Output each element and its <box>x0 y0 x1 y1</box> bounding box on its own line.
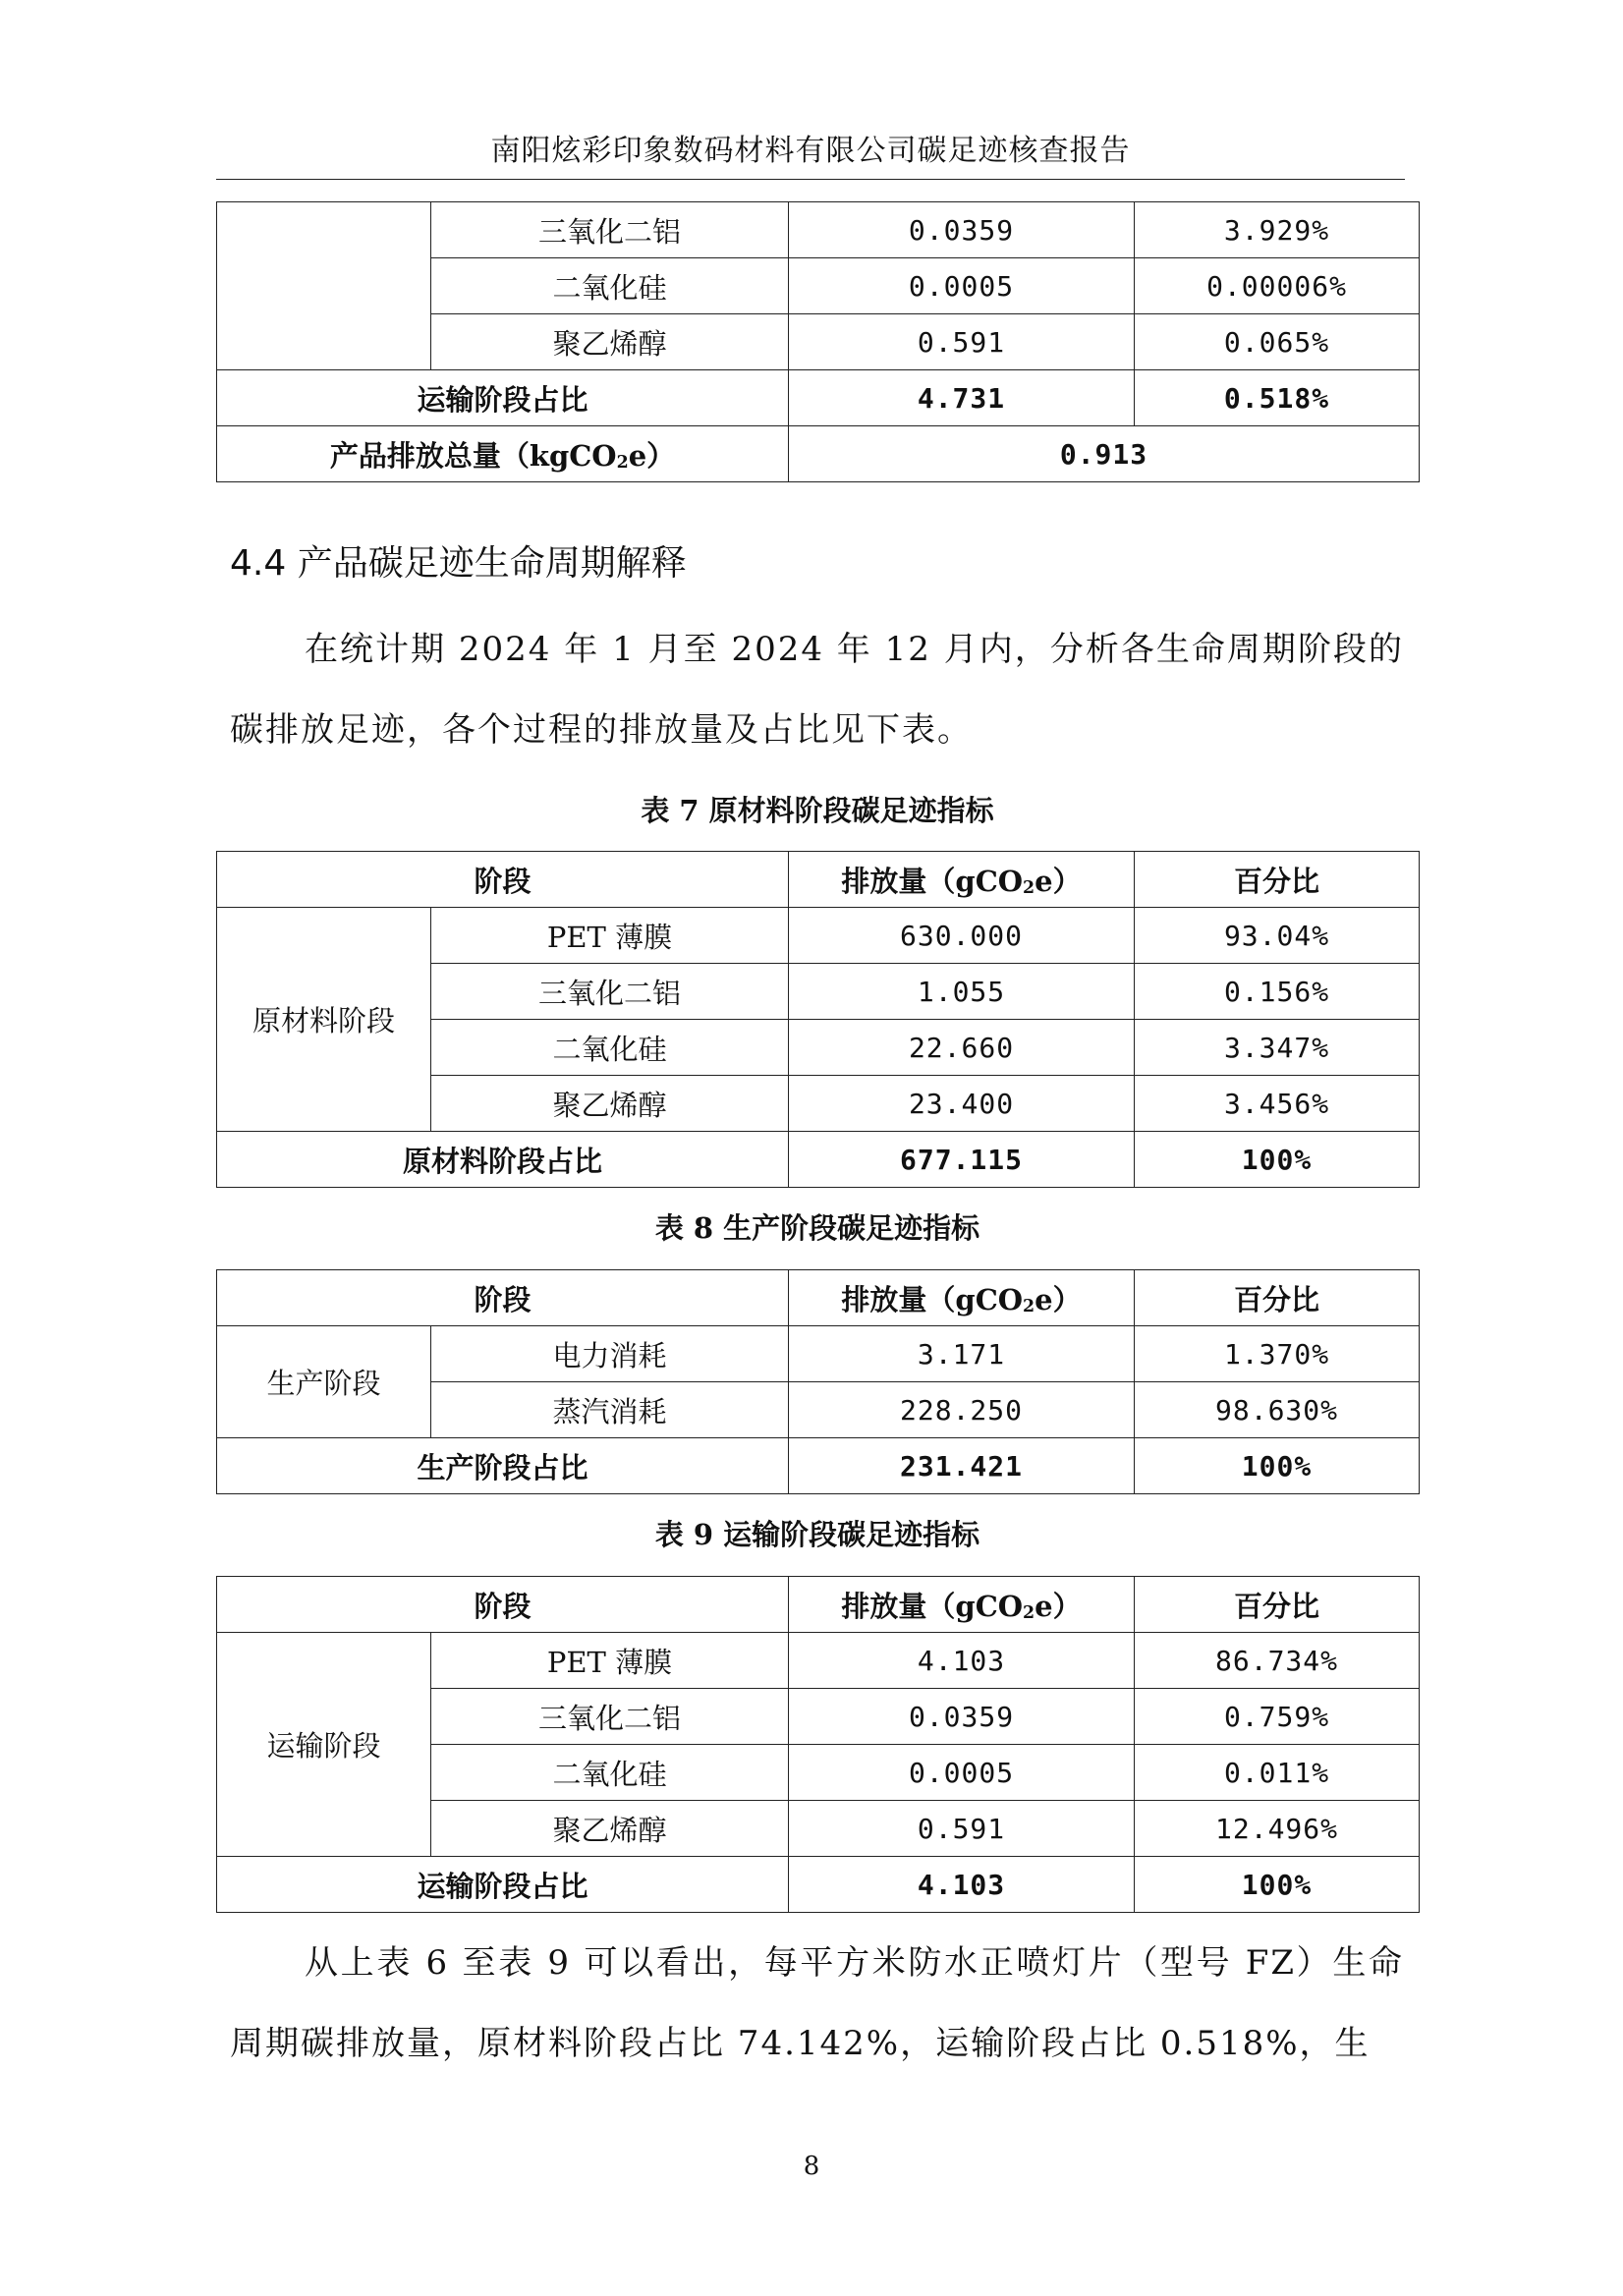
intro-paragraph: 在统计期 2024 年 1 月至 2024 年 12 月内，分析各生命周期阶段的碳排放足迹，各个过程的排放量及占比见下表。 <box>230 630 1404 750</box>
table-row <box>217 1326 1420 1382</box>
item-value: 1.055 <box>789 964 1135 1020</box>
subtotal-value: 677.115 <box>789 1132 1135 1188</box>
col-header-pct: 百分比 <box>1135 1270 1420 1326</box>
item-value: 23.400 <box>789 1076 1135 1132</box>
conclusion-paragraph: 从上表 6 至表 9 可以看出，每平方米防水正喷灯片（型号 FZ）生命周期碳排放量，原材料阶段占比 74.142%，运输阶段占比 0.518%，生 <box>230 1943 1404 2063</box>
header-rule <box>216 179 1405 180</box>
col-header-stage: 阶段 <box>217 852 789 908</box>
item-pct: 3.929% <box>1135 202 1420 258</box>
subtotal-pct: 100% <box>1135 1132 1420 1188</box>
total-label: 产品排放总量（kgCO$_2$e） <box>217 426 789 482</box>
item-name: PET 薄膜 <box>431 908 789 964</box>
table-9-caption: 表 9 运输阶段碳足迹指标 <box>654 1518 980 1551</box>
item-pct: 93.04% <box>1135 908 1420 964</box>
item-pct: 98.630% <box>1135 1382 1420 1438</box>
col-header-emission: 排放量（gCO$_2$e） <box>789 1577 1135 1633</box>
col-header-pct: 百分比 <box>1135 1577 1420 1633</box>
item-name: 三氧化二铝 <box>431 1689 789 1745</box>
item-name: 三氧化二铝 <box>431 202 789 258</box>
col-header-stage: 阶段 <box>217 1577 789 1633</box>
table-8 <box>216 1269 1420 1494</box>
item-value: 0.591 <box>789 1801 1135 1857</box>
item-value: 0.0359 <box>789 1689 1135 1745</box>
subtotal-label: 运输阶段占比 <box>217 370 789 426</box>
item-pct: 0.011% <box>1135 1745 1420 1801</box>
table-header-row <box>217 852 1420 908</box>
item-name: 蒸汽消耗 <box>431 1382 789 1438</box>
item-pct: 12.496% <box>1135 1801 1420 1857</box>
item-name: 聚乙烯醇 <box>431 1801 789 1857</box>
group-cell: 原材料阶段 <box>217 908 431 1132</box>
item-value: 0.591 <box>789 314 1135 370</box>
item-value: 0.0359 <box>789 202 1135 258</box>
group-cell: 生产阶段 <box>217 1326 431 1438</box>
table-row <box>217 1633 1420 1689</box>
subtotal-value: 231.421 <box>789 1438 1135 1494</box>
total-row <box>217 426 1420 482</box>
subtotal-row <box>217 1438 1420 1494</box>
item-pct: 0.156% <box>1135 964 1420 1020</box>
item-name: 二氧化硅 <box>431 258 789 314</box>
table-6-continued <box>216 201 1420 482</box>
table-header-row <box>217 1270 1420 1326</box>
subtotal-value: 4.731 <box>789 370 1135 426</box>
item-value: 4.103 <box>789 1633 1135 1689</box>
item-value: 0.0005 <box>789 1745 1135 1801</box>
subtotal-pct: 100% <box>1135 1438 1420 1494</box>
item-name: 聚乙烯醇 <box>431 314 789 370</box>
subtotal-row <box>217 370 1420 426</box>
item-pct: 86.734% <box>1135 1633 1420 1689</box>
item-pct: 0.759% <box>1135 1689 1420 1745</box>
item-value: 0.0005 <box>789 258 1135 314</box>
item-name: 三氧化二铝 <box>431 964 789 1020</box>
table-7 <box>216 851 1420 1188</box>
table-row <box>217 908 1420 964</box>
item-value: 228.250 <box>789 1382 1135 1438</box>
item-pct: 3.347% <box>1135 1020 1420 1076</box>
subtotal-row <box>217 1857 1420 1913</box>
subtotal-pct: 0.518% <box>1135 370 1420 426</box>
item-pct: 3.456% <box>1135 1076 1420 1132</box>
col-header-stage: 阶段 <box>217 1270 789 1326</box>
col-header-emission: 排放量（gCO$_2$e） <box>789 1270 1135 1326</box>
item-pct: 0.065% <box>1135 314 1420 370</box>
item-pct: 1.370% <box>1135 1326 1420 1382</box>
total-value: 0.913 <box>789 426 1420 482</box>
table-row <box>217 202 1420 258</box>
item-name: 二氧化硅 <box>431 1020 789 1076</box>
item-name: PET 薄膜 <box>431 1633 789 1689</box>
col-header-emission: 排放量（gCO$_2$e） <box>789 852 1135 908</box>
item-value: 22.660 <box>789 1020 1135 1076</box>
subtotal-pct: 100% <box>1135 1857 1420 1913</box>
item-name: 二氧化硅 <box>431 1745 789 1801</box>
table-9 <box>216 1576 1420 1913</box>
group-cell <box>217 202 431 370</box>
table-7-caption: 表 7 原材料阶段碳足迹指标 <box>641 794 994 827</box>
subtotal-value: 4.103 <box>789 1857 1135 1913</box>
page-header: 南阳炫彩印象数码材料有限公司碳足迹核查报告 <box>490 134 1131 168</box>
item-name: 聚乙烯醇 <box>431 1076 789 1132</box>
col-header-pct: 百分比 <box>1135 852 1420 908</box>
group-cell: 运输阶段 <box>217 1633 431 1857</box>
item-value: 3.171 <box>789 1326 1135 1382</box>
table-header-row <box>217 1577 1420 1633</box>
item-value: 630.000 <box>789 908 1135 964</box>
table-8-caption: 表 8 生产阶段碳足迹指标 <box>654 1211 980 1245</box>
page-number: 8 <box>803 2152 820 2181</box>
item-pct: 0.00006% <box>1135 258 1420 314</box>
subtotal-label: 运输阶段占比 <box>217 1857 789 1913</box>
subtotal-label: 生产阶段占比 <box>217 1438 789 1494</box>
section-title: 4.4 产品碳足迹生命周期解释 <box>230 543 687 584</box>
subtotal-row <box>217 1132 1420 1188</box>
subtotal-label: 原材料阶段占比 <box>217 1132 789 1188</box>
item-name: 电力消耗 <box>431 1326 789 1382</box>
